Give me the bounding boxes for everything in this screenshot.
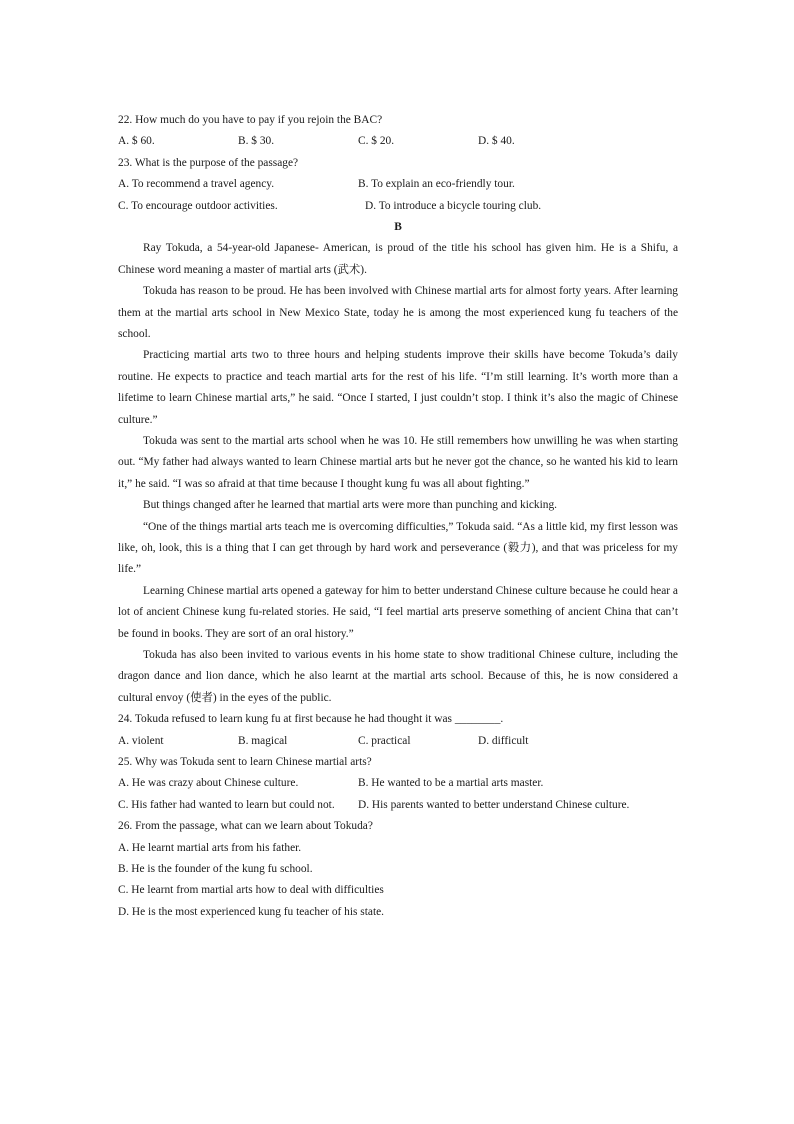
question-23: 23. What is the purpose of the passage?: [118, 156, 299, 169]
passage-paragraph: Tokuda was sent to the martial arts school when he was 10. He still remembers how unwilling he was when starting out. “My father had always wanted to learn Chinese martial arts but he never got the chance, so he wanted his kid to learn it,” he said. “I was so afraid at that time because I thought kung fu was all about fighting.”: [118, 435, 678, 490]
option-a: A. He was crazy about Chinese culture.: [118, 777, 299, 790]
passage-paragraph: Tokuda has also been invited to various events in his home state to show traditional Chinese culture, including the dragon dance and lion dance, which he also learnt at the martial arts school. Because of this, he is now considered a cultural envoy (使者) in the eyes of the public.: [118, 649, 678, 704]
question-22-options: [118, 131, 678, 152]
passage-paragraph: Ray Tokuda, a 54-year-old Japanese- American, is proud of the title his school has given him. He is a Shifu, a Chinese word meaning a master of martial arts (武术).: [118, 242, 678, 276]
question-23-options-row1: [118, 174, 678, 195]
option-b: B. He wanted to be a martial arts master.: [358, 777, 544, 790]
passage-paragraph: Practicing martial arts two to three hours and helping students improve their skills have become Tokuda’s daily routine. He expects to practice and teach martial arts for the rest of his life. “I’m still learning. It’s worth more than a lifetime to learn Chinese martial arts,” he said. “Once I started, I just couldn’t stop. I think it’s also the magic of Chinese culture.”: [118, 349, 678, 426]
question-25: 25. Why was Tokuda sent to learn Chinese martial arts?: [118, 756, 372, 769]
passage-paragraph: “One of the things martial arts teach me is overcoming difficulties,” Tokuda said. “As a little kid, my first lesson was like, oh, look, this is a thing that I can get through by hard work and perseverance (毅力), and that was priceless for my life.”: [118, 520, 678, 576]
option-a: A. To recommend a travel agency.: [118, 178, 275, 191]
question-25-options-row1: [118, 773, 678, 794]
option-b: B. magical: [238, 734, 288, 747]
option-d: D. $ 40.: [478, 135, 515, 148]
option-b: B. $ 30.: [238, 135, 275, 148]
question-26: 26. From the passage, what can we learn about Tokuda?: [118, 820, 373, 833]
passage-paragraph: But things changed after he learned that martial arts were more than punching and kicking.: [143, 499, 558, 512]
question-24: 24. Tokuda refused to learn kung fu at first because he had thought it was ________.: [118, 713, 504, 726]
option-c: C. $ 20.: [358, 135, 395, 148]
option-d: D. His parents wanted to better understand Chinese culture.: [358, 798, 630, 811]
option-b: B. He is the founder of the kung fu school.: [118, 863, 313, 876]
passage-paragraph: Tokuda has reason to be proud. He has been involved with Chinese martial arts for almost forty years. After learning them at the martial arts school in New Mexico State, today he is among the most experienced kung fu teachers of the school.: [118, 285, 678, 340]
option-c: C. He learnt from martial arts how to deal with difficulties: [118, 884, 384, 897]
option-a: A. He learnt martial arts from his father.: [118, 841, 302, 854]
option-c: C. His father had wanted to learn but could not.: [118, 798, 335, 811]
option-d: D. difficult: [478, 734, 529, 747]
question-23-options-row2: [118, 196, 678, 217]
exam-page: [118, 110, 678, 923]
option-c: C. practical: [358, 734, 411, 747]
option-d: D. To introduce a bicycle touring club.: [365, 199, 542, 212]
option-a: A. $ 60.: [118, 135, 155, 148]
question-24-options: [118, 731, 678, 752]
option-c: C. To encourage outdoor activities.: [118, 199, 278, 212]
question-25-options-row2: [118, 795, 678, 816]
option-a: A. violent: [118, 734, 164, 747]
question-22: 22. How much do you have to pay if you rejoin the BAC?: [118, 114, 383, 126]
passage-paragraph: Learning Chinese martial arts opened a gateway for him to better understand Chinese culture because he could hear a lot of ancient Chinese kung fu-related stories. He said, “I feel martial arts preserve something of ancient China that can’t be found in books. They are sort of an oral history.”: [118, 584, 678, 640]
option-b: B. To explain an eco-friendly tour.: [358, 178, 515, 191]
section-heading: B: [394, 220, 402, 233]
option-d: D. He is the most experienced kung fu teacher of his state.: [118, 905, 385, 918]
